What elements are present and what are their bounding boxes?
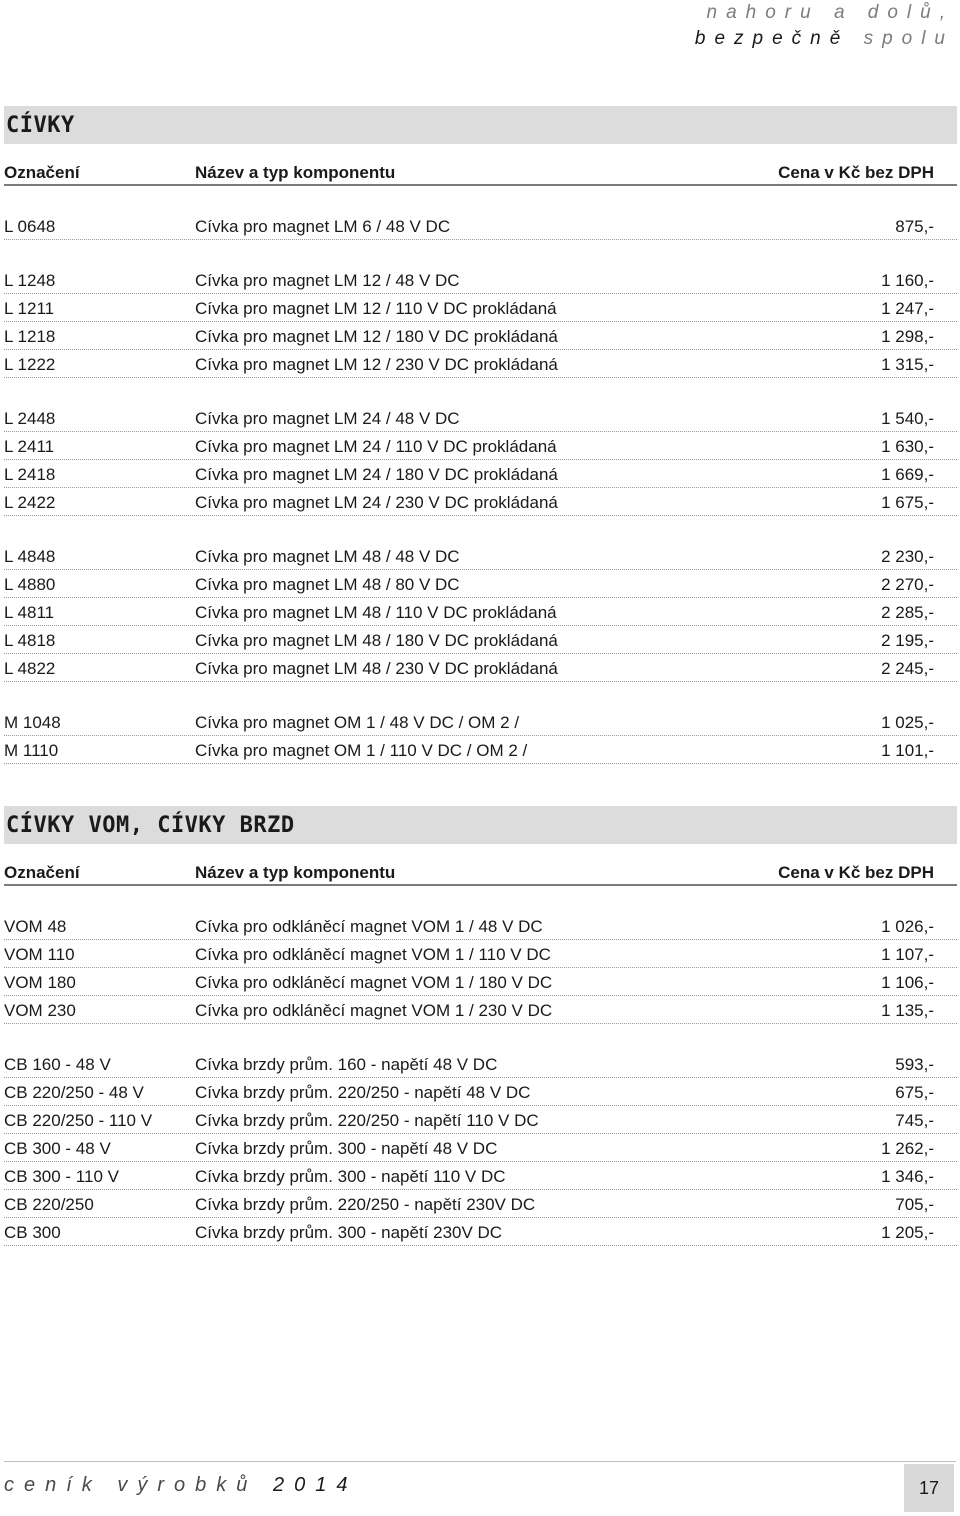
cell-price: 1 315,- — [881, 355, 934, 374]
section-title: CÍVKY — [6, 112, 75, 138]
section-banner — [4, 806, 957, 844]
tagline-line2 — [695, 26, 954, 52]
cell-price: 675,- — [895, 1083, 934, 1102]
cell-price: 2 230,- — [881, 547, 934, 566]
cell-price: 1 025,- — [881, 713, 934, 732]
cell-code: CB 220/250 - 110 V — [4, 1111, 153, 1130]
row-group — [4, 404, 957, 516]
table-row — [4, 460, 957, 488]
cell-code: CB 300 - 48 V — [4, 1139, 111, 1158]
cell-code: VOM 48 — [4, 917, 67, 936]
table-row — [4, 212, 957, 240]
cell-name: Cívka pro magnet LM 24 / 110 V DC prokládaná — [195, 437, 557, 456]
cell-name: Cívka pro odkláněcí magnet VOM 1 / 48 V DC — [195, 917, 543, 936]
cell-code: L 1248 — [4, 271, 56, 290]
cell-code: CB 300 - 110 V — [4, 1167, 119, 1186]
cell-code: L 2422 — [4, 493, 56, 512]
column-header-row — [4, 844, 957, 886]
column-header-code: Označení — [4, 863, 80, 882]
cell-name: Cívka pro magnet OM 1 / 110 V DC / OM 2 / — [195, 741, 528, 760]
table-row — [4, 1106, 957, 1134]
section-banner — [4, 106, 957, 144]
table-row — [4, 542, 957, 570]
footer-year: 2014 — [272, 1474, 358, 1496]
table-row — [4, 996, 957, 1024]
table-row — [4, 626, 957, 654]
cell-code: M 1110 — [4, 741, 59, 760]
cell-price: 1 262,- — [881, 1139, 934, 1158]
cell-code: L 1211 — [4, 299, 55, 318]
cell-code: L 0648 — [4, 217, 56, 236]
row-group — [4, 542, 957, 682]
cell-name: Cívka pro magnet LM 24 / 230 V DC prokládaná — [195, 493, 558, 512]
row-group — [4, 212, 957, 240]
table-row — [4, 654, 957, 682]
cell-price: 1 675,- — [881, 493, 934, 512]
cell-name: Cívka pro odkláněcí magnet VOM 1 / 110 V DC — [195, 945, 551, 964]
cell-price: 1 346,- — [881, 1167, 934, 1186]
table-row — [4, 1078, 957, 1106]
column-header-price: Cena v Kč bez DPH — [778, 163, 934, 182]
cell-price: 1 026,- — [881, 917, 934, 936]
cell-code: L 2418 — [4, 465, 56, 484]
cell-code: VOM 110 — [4, 945, 75, 964]
cell-name: Cívka pro odkláněcí magnet VOM 1 / 180 V DC — [195, 973, 553, 992]
cell-code: CB 300 — [4, 1223, 61, 1242]
cell-price: 2 195,- — [881, 631, 934, 650]
cell-name: Cívka pro magnet OM 1 / 48 V DC / OM 2 / — [195, 713, 520, 732]
cell-price: 1 205,- — [881, 1223, 934, 1242]
cell-name: Cívka pro magnet LM 48 / 180 V DC prokládaná — [195, 631, 558, 650]
tagline-rest: spolu — [863, 28, 954, 49]
cell-code: VOM 230 — [4, 1001, 76, 1020]
cell-price: 875,- — [895, 217, 934, 236]
table-row — [4, 1162, 957, 1190]
cell-name: Cívka pro magnet LM 24 / 48 V DC — [195, 409, 460, 428]
row-group — [4, 1050, 957, 1246]
row-group — [4, 708, 957, 764]
cell-name: Cívka brzdy prům. 220/250 - napětí 48 V DC — [195, 1083, 531, 1102]
cell-name: Cívka pro odkláněcí magnet VOM 1 / 230 V DC — [195, 1001, 553, 1020]
cell-code: L 4811 — [4, 603, 55, 622]
cell-name: Cívka brzdy prům. 300 - napětí 230V DC — [195, 1223, 503, 1242]
table-row — [4, 432, 957, 460]
cell-code: M 1048 — [4, 713, 61, 732]
footer-text: ceník výrobků — [4, 1474, 258, 1496]
column-header-price: Cena v Kč bez DPH — [778, 863, 934, 882]
cell-code: L 4848 — [4, 547, 56, 566]
column-header-row — [4, 144, 957, 186]
column-header-name: Název a typ komponentu — [195, 163, 396, 182]
table-row — [4, 912, 957, 940]
table-row — [4, 266, 957, 294]
column-header-name: Název a typ komponentu — [195, 863, 396, 882]
cell-price: 705,- — [895, 1195, 934, 1214]
cell-price: 1 106,- — [881, 973, 934, 992]
cell-price: 1 540,- — [881, 409, 934, 428]
cell-name: Cívka brzdy prům. 300 - napětí 110 V DC — [195, 1167, 506, 1186]
cell-price: 1 247,- — [881, 299, 934, 318]
table-row — [4, 968, 957, 996]
cell-name: Cívka brzdy prům. 220/250 - napětí 230V DC — [195, 1195, 536, 1214]
cell-price: 2 245,- — [881, 659, 934, 678]
cell-code: L 4818 — [4, 631, 56, 650]
cell-price: 1 630,- — [881, 437, 934, 456]
cell-price: 2 270,- — [881, 575, 934, 594]
cell-price: 2 285,- — [881, 603, 934, 622]
cell-price: 1 298,- — [881, 327, 934, 346]
cell-code: CB 160 - 48 V — [4, 1055, 111, 1074]
section-civky-vom-brzd — [4, 806, 957, 1246]
cell-price: 593,- — [895, 1055, 934, 1074]
cell-name: Cívka pro magnet LM 48 / 230 V DC prokládaná — [195, 659, 558, 678]
cell-name: Cívka pro magnet LM 12 / 180 V DC prokládaná — [195, 327, 558, 346]
cell-name: Cívka pro magnet LM 12 / 230 V DC prokládaná — [195, 355, 558, 374]
cell-code: VOM 180 — [4, 973, 76, 992]
cell-code: CB 220/250 - 48 V — [4, 1083, 144, 1102]
cell-name: Cívka brzdy prům. 300 - napětí 48 V DC — [195, 1139, 498, 1158]
tagline-strong: bezpečně — [694, 28, 850, 49]
table-row — [4, 1134, 957, 1162]
cell-code: L 1222 — [4, 355, 56, 374]
table-row — [4, 708, 957, 736]
cell-price: 1 669,- — [881, 465, 934, 484]
cell-name: Cívka pro magnet LM 48 / 48 V DC — [195, 547, 460, 566]
section-title: CÍVKY VOM, CÍVKY BRZD — [6, 812, 295, 838]
cell-name: Cívka pro magnet LM 6 / 48 V DC — [195, 217, 451, 236]
cell-name: Cívka pro magnet LM 12 / 48 V DC — [195, 271, 460, 290]
table-row — [4, 294, 957, 322]
cell-code: CB 220/250 — [4, 1195, 94, 1214]
cell-code: L 1218 — [4, 327, 56, 346]
column-header-code: Označení — [4, 163, 80, 182]
cell-price: 745,- — [895, 1111, 934, 1130]
cell-name: Cívka pro magnet LM 24 / 180 V DC prokládaná — [195, 465, 558, 484]
row-group — [4, 912, 957, 1024]
cell-price: 1 107,- — [881, 945, 934, 964]
table-row — [4, 404, 957, 432]
page-footer — [4, 1461, 956, 1514]
table-row — [4, 736, 957, 764]
tagline — [695, 0, 954, 52]
cell-name: Cívka pro magnet LM 48 / 80 V DC — [195, 575, 460, 594]
table-row — [4, 1050, 957, 1078]
footer-title — [4, 1474, 357, 1497]
table-row — [4, 350, 957, 378]
cell-name: Cívka pro magnet LM 48 / 110 V DC prokládaná — [195, 603, 557, 622]
cell-name: Cívka pro magnet LM 12 / 110 V DC prokládaná — [195, 299, 557, 318]
row-group — [4, 266, 957, 378]
cell-name: Cívka brzdy prům. 220/250 - napětí 110 V DC — [195, 1111, 539, 1130]
cell-code: L 4880 — [4, 575, 56, 594]
cell-code: L 2411 — [4, 437, 55, 456]
table-row — [4, 940, 957, 968]
cell-code: L 4822 — [4, 659, 56, 678]
table-row — [4, 598, 957, 626]
table-row — [4, 570, 957, 598]
table-row — [4, 1190, 957, 1218]
page-number: 17 — [904, 1464, 954, 1512]
cell-code: L 2448 — [4, 409, 56, 428]
cell-price: 1 160,- — [881, 271, 934, 290]
cell-name: Cívka brzdy prům. 160 - napětí 48 V DC — [195, 1055, 498, 1074]
tagline-line1: nahoru a dolů, — [706, 2, 954, 23]
section-civky — [4, 106, 957, 764]
table-row — [4, 322, 957, 350]
cell-price: 1 135,- — [881, 1001, 934, 1020]
table-row — [4, 488, 957, 516]
table-row — [4, 1218, 957, 1246]
cell-price: 1 101,- — [881, 741, 934, 760]
